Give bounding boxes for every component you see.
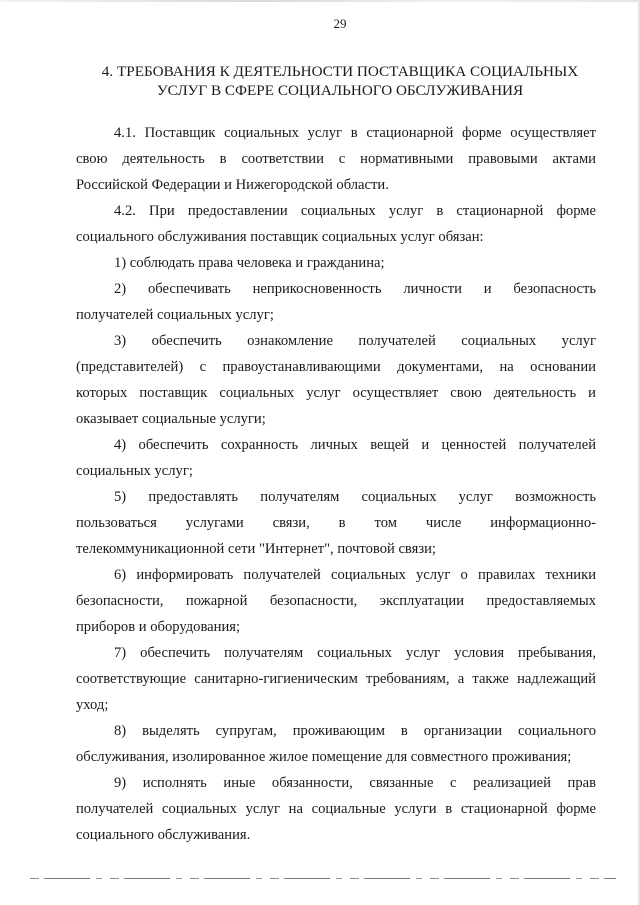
paragraph-line: свою деятельность в соответствии с нормативными правовыми актами [76,151,596,167]
paragraph [76,198,596,250]
paragraph-line: оказывает социальные услуги; [76,411,266,427]
paragraph-line: получателей социальных услуг на социальные услуги в стационарной форме [76,801,596,817]
section-heading-line-1: 4. ТРЕБОВАНИЯ К ДЕЯТЕЛЬНОСТИ ПОСТАВЩИКА СОЦИАЛЬНЫХ [101,63,579,80]
paragraph-line: 4) обеспечить сохранность личных вещей и ценностей получателей [114,437,596,453]
document-body [76,120,596,848]
paragraph-line: 8) выделять супругам, проживающим в организации социального [114,723,596,739]
paragraph-line: получателей социальных услуг; [76,307,274,323]
paragraph-line: 3) обеспечить ознакомление получателей социальных услуг [114,333,596,349]
paragraph-line: 4.1. Поставщик социальных услуг в стационарной форме осуществляет [114,125,596,141]
paragraph-line: Российской Федерации и Нижегородской области. [76,177,389,193]
paragraph [76,484,596,562]
paragraph-line: 5) предоставлять получателям социальных услуг возможность [114,489,596,505]
scan-edge-top [0,0,640,2]
paragraph [76,276,596,328]
paragraph-line: соответствующие санитарно-гигиеническим требованиям, а также надлежащий [76,671,596,687]
paragraph-line: социального обслуживания. [76,827,251,843]
section-heading-line-2: УСЛУГ В СФЕРЕ СОЦИАЛЬНОГО ОБСЛУЖИВАНИЯ [156,82,524,99]
paragraph-line: приборов и оборудования; [76,619,241,635]
paragraph-line: пользоваться услугами связи, в том числе информационно- [76,515,596,531]
paragraph-line: 7) обеспечить получателям социальных услуг условия пребывания, [114,645,596,661]
paragraph-line: (представителей) с правоустанавливающими документами, на основании [76,359,596,375]
paragraph-line: 1) соблюдать права человека и гражданина; [114,255,385,271]
section-heading [60,62,620,100]
paragraph [76,562,596,640]
paragraph-line: уход; [76,697,109,713]
paragraph [76,718,596,770]
page-number: 29 [333,16,347,31]
paragraph-line: 2) обеспечивать неприкосновенность личности и безопасность [114,281,596,297]
paragraph-line: которых поставщик социальных услуг осуществляет свою деятельность и [76,385,596,401]
paragraph [76,120,596,198]
paragraph-line: социального обслуживания поставщик социальных услуг обязан: [76,229,484,245]
paragraph-line: телекоммуникационной сети "Интернет", почтовой связи; [76,541,436,557]
paragraph-line: 6) информировать получателей социальных услуг о правилах техники [114,567,596,583]
paragraph-line: обслуживания, изолированное жилое помещение для совместного проживания; [76,749,572,765]
scan-bottom-rule [30,878,616,879]
paragraph [76,432,596,484]
paragraph-line: социальных услуг; [76,463,193,479]
paragraph-line: 9) исполнять иные обязанности, связанные с реализацией прав [114,775,596,791]
paragraph-line: безопасности, пожарной безопасности, эксплуатации предоставляемых [76,593,596,609]
paragraph [76,328,596,432]
paragraph [76,640,596,718]
paragraph [76,250,596,276]
paragraph [76,770,596,848]
paragraph-line: 4.2. При предоставлении социальных услуг в стационарной форме [114,203,596,219]
